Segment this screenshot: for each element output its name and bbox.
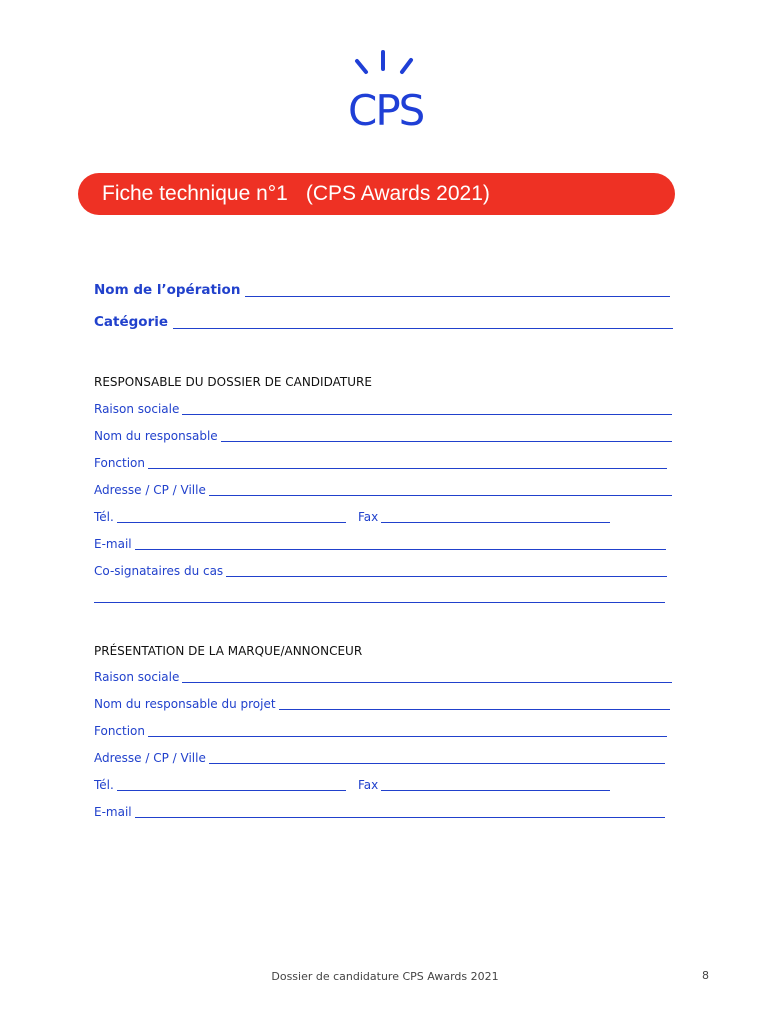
footer-text: Dossier de candidature CPS Awards 2021 bbox=[271, 970, 499, 983]
marque-email-field[interactable] bbox=[135, 817, 665, 818]
responsable-raison-sociale-label: Raison sociale bbox=[94, 402, 180, 416]
responsable-email-row bbox=[94, 537, 666, 551]
marque-raison-sociale-label: Raison sociale bbox=[94, 670, 180, 684]
responsable-cosignataires-extra-field[interactable] bbox=[94, 602, 665, 603]
marque-fonction-field[interactable] bbox=[148, 736, 667, 737]
logo-ray-right bbox=[402, 60, 411, 72]
cps-logo bbox=[340, 48, 435, 130]
responsable-fax-row bbox=[358, 510, 610, 524]
responsable-nom-field[interactable] bbox=[221, 441, 672, 442]
operation-name-row bbox=[94, 281, 670, 299]
marque-fax-label: Fax bbox=[358, 778, 379, 792]
banner-title: Fiche technique n°1 bbox=[102, 182, 288, 205]
logo-text: CPS bbox=[348, 86, 424, 130]
marque-section-heading: PRÉSENTATION DE LA MARQUE/ANNONCEUR bbox=[94, 644, 363, 658]
responsable-fonction-field[interactable] bbox=[148, 468, 667, 469]
category-row bbox=[94, 313, 673, 331]
marque-fonction-label: Fonction bbox=[94, 724, 146, 738]
marque-adresse-label: Adresse / CP / Ville bbox=[94, 751, 206, 765]
banner-subtitle: (CPS Awards 2021) bbox=[305, 182, 490, 205]
responsable-section-heading: RESPONSABLE DU DOSSIER DE CANDIDATURE bbox=[94, 375, 372, 389]
marque-email-label: E-mail bbox=[94, 805, 132, 819]
marque-nom-responsable-projet-row bbox=[94, 697, 670, 711]
responsable-adresse-label: Adresse / CP / Ville bbox=[94, 483, 206, 497]
marque-email-row bbox=[94, 805, 665, 819]
marque-adresse-row bbox=[94, 751, 665, 765]
marque-adresse-field[interactable] bbox=[209, 763, 665, 764]
marque-raison-sociale-row bbox=[94, 670, 672, 684]
responsable-tel-row bbox=[94, 510, 346, 524]
marque-fax-field[interactable] bbox=[381, 790, 610, 791]
marque-raison-sociale-field[interactable] bbox=[182, 682, 672, 683]
operation-name-label: Nom de l’opération bbox=[94, 282, 241, 298]
responsable-email-field[interactable] bbox=[135, 549, 666, 550]
responsable-tel-label: Tél. bbox=[94, 510, 114, 524]
responsable-fonction-label: Fonction bbox=[94, 456, 146, 470]
marque-tel-row bbox=[94, 778, 346, 792]
marque-fax-row bbox=[358, 778, 610, 792]
marque-fonction-row bbox=[94, 724, 667, 738]
responsable-fax-field[interactable] bbox=[381, 522, 610, 523]
responsable-raison-sociale-field[interactable] bbox=[182, 414, 672, 415]
responsable-cosignataires-field[interactable] bbox=[226, 576, 667, 577]
category-label: Catégorie bbox=[94, 314, 169, 330]
logo-ray-left bbox=[357, 61, 366, 72]
responsable-adresse-field[interactable] bbox=[209, 495, 672, 496]
page-number: 8 bbox=[702, 969, 709, 982]
responsable-tel-field[interactable] bbox=[117, 522, 346, 523]
title-banner bbox=[78, 173, 675, 215]
operation-name-field[interactable] bbox=[245, 296, 670, 297]
responsable-raison-sociale-row bbox=[94, 402, 672, 416]
category-field[interactable] bbox=[173, 328, 673, 329]
responsable-fonction-row bbox=[94, 456, 667, 470]
responsable-nom-row bbox=[94, 429, 672, 443]
responsable-cosignataires-label: Co-signataires du cas bbox=[94, 564, 224, 578]
marque-tel-label: Tél. bbox=[94, 778, 114, 792]
marque-nom-responsable-projet-field[interactable] bbox=[279, 709, 670, 710]
responsable-cosignataires-row bbox=[94, 564, 667, 578]
responsable-email-label: E-mail bbox=[94, 537, 132, 551]
responsable-adresse-row bbox=[94, 483, 672, 497]
responsable-fax-label: Fax bbox=[358, 510, 379, 524]
marque-nom-responsable-projet-label: Nom du responsable du projet bbox=[94, 697, 276, 711]
marque-tel-field[interactable] bbox=[117, 790, 346, 791]
responsable-nom-label: Nom du responsable bbox=[94, 429, 218, 443]
